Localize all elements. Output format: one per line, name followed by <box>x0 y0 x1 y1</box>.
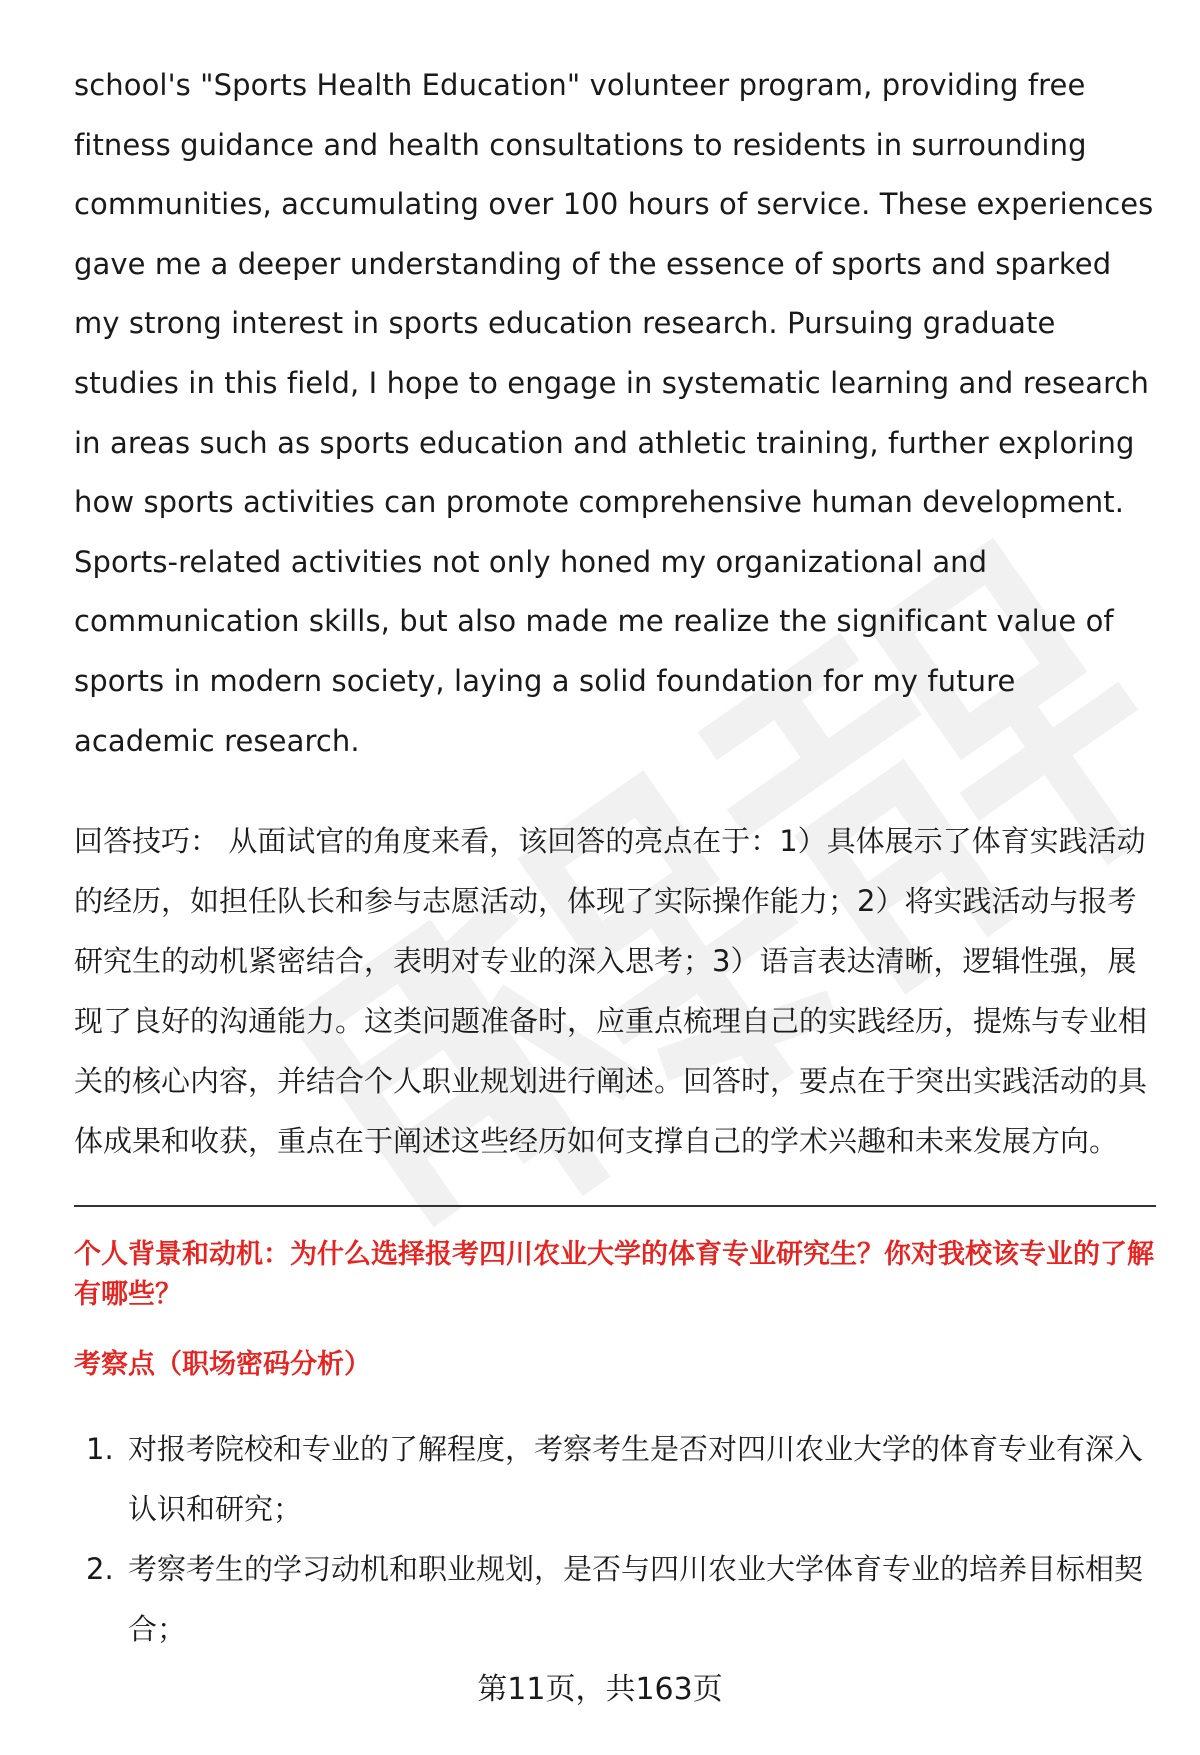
assessment-points-list <box>74 1419 1154 1659</box>
answer-tips-paragraph: 回答技巧： 从面试官的角度来看，该回答的亮点在于：1）具体展示了体育实践活动的经历，如担任队长和参与志愿活动，体现了实际操作能力；2）将实践活动与报考研究生的动机紧密结合，表明对专业的深入思考；3）语言表达清晰，逻辑性强，展现了良好的沟通能力。这类问题准备时，应重点梳理自己的实践经历，提炼与专业相关的核心内容，并结合个人职业规划进行阐述。回答时，要点在于突出实践活动的具体成果和收获，重点在于阐述这些经历如何支撑自己的学术兴趣和未来发展方向。 <box>74 824 1148 1159</box>
list-item-text: 考察考生的学习动机和职业规划，是否与四川农业大学体育专业的培养目标相契合； <box>128 1552 1144 1647</box>
question-title: 个人背景和动机：为什么选择报考四川农业大学的体育专业研究生？你对我校该专业的了解有哪些？ <box>74 1239 1154 1311</box>
assessment-section-title: 考察点（职场密码分析） <box>74 1349 371 1381</box>
page-number-footer: 第11页，共163页 <box>477 1672 723 1707</box>
list-item-number: 2. <box>86 1552 114 1587</box>
list-item-number: 1. <box>86 1432 114 1467</box>
list-item <box>74 1419 1154 1539</box>
list-item <box>74 1539 1154 1659</box>
answer-english-paragraph: school's "Sports Health Education" volunteer program, providing free fitness guidance and health consultations to residents in surrounding communities, accumulating over 100 hours of service. These experiences gave me a deeper understanding of the essence of sports and sparked my strong interest in sports education research. Pursuing graduate studies in this field, I hope to engage in systematic learning and research in areas such as sports education and athletic training, further exploring how sports activities can promote comprehensive human development. Sports-related activities not only honed my organizational and communication skills, but also made me realize the significant value of sports in modern society, laying a solid foundation for my future academic research. <box>74 68 1154 758</box>
page-content <box>74 56 1154 1659</box>
section-divider <box>74 1205 1156 1207</box>
list-item-text: 对报考院校和专业的了解程度，考察考生是否对四川农业大学的体育专业有深入认识和研究； <box>128 1432 1144 1527</box>
